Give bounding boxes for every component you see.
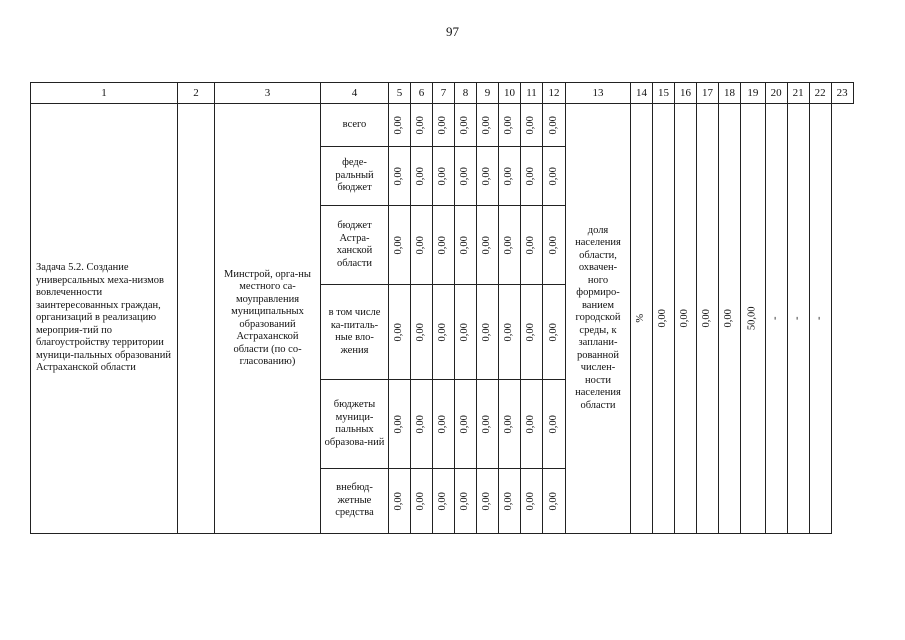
funding-value-text: 0,00 — [459, 491, 471, 511]
funding-value-text: 0,00 — [503, 235, 515, 255]
funding-value — [455, 147, 477, 206]
funding-value — [433, 380, 455, 469]
indicator-value — [697, 104, 719, 534]
funding-value-text: 0,00 — [481, 322, 493, 342]
indicator-value-text: 0,00 — [657, 309, 669, 328]
funding-value-text: 0,00 — [525, 166, 537, 186]
funding-value-text: 0,00 — [481, 414, 493, 434]
funding-value-text: 0,00 — [393, 322, 405, 342]
funding-value — [389, 380, 411, 469]
column-number: 6 — [411, 83, 433, 104]
column-number: 4 — [321, 83, 389, 104]
funding-value — [455, 206, 477, 285]
funding-value-text: 0,00 — [437, 322, 449, 342]
column-number: 13 — [566, 83, 631, 104]
funding-value-text: 0,00 — [547, 166, 559, 186]
column-number: 19 — [741, 83, 766, 104]
funding-value — [477, 104, 499, 147]
indicator-value-text: - — [813, 316, 825, 321]
indicator-value — [765, 104, 787, 534]
funding-value-text: 0,00 — [437, 166, 449, 186]
funding-value — [477, 206, 499, 285]
funding-value — [499, 285, 521, 380]
funding-value — [521, 469, 543, 534]
funding-value-text: 0,00 — [481, 235, 493, 255]
indicator-value-text: 50,00 — [746, 306, 758, 331]
funding-source-label: бюджеты муници-пальных образова-ний — [321, 380, 389, 469]
funding-value — [543, 104, 566, 147]
column-number: 18 — [719, 83, 741, 104]
funding-value-text: 0,00 — [437, 414, 449, 434]
funding-value-text: 0,00 — [525, 414, 537, 434]
funding-value — [499, 206, 521, 285]
task-cell: Задача 5.2. Создание универсальных меха-низмов вовлеченности заинтересованных граждан, организаций в реализацию мероприя-тий по благоустройству территории муници-пальных образований Астраханской области — [31, 104, 178, 534]
funding-value — [411, 147, 433, 206]
funding-value — [433, 206, 455, 285]
funding-value-text: 0,00 — [415, 322, 427, 342]
funding-value — [433, 147, 455, 206]
funding-value — [477, 469, 499, 534]
funding-value-text: 0,00 — [415, 414, 427, 434]
funding-value-text: 0,00 — [525, 491, 537, 511]
column-number: 11 — [521, 83, 543, 104]
funding-value-text: 0,00 — [393, 115, 405, 135]
funding-value-text: 0,00 — [437, 115, 449, 135]
column-number: 9 — [477, 83, 499, 104]
funding-value-text: 0,00 — [547, 115, 559, 135]
funding-value — [499, 104, 521, 147]
funding-value-text: 0,00 — [481, 491, 493, 511]
funding-value-text: 0,00 — [547, 491, 559, 511]
column-number: 23 — [831, 83, 853, 104]
funding-value-text: 0,00 — [525, 322, 537, 342]
unit-cell-text: % — [635, 314, 647, 323]
funding-value — [499, 469, 521, 534]
funding-value-text: 0,00 — [415, 235, 427, 255]
funding-value — [521, 285, 543, 380]
funding-value — [521, 147, 543, 206]
funding-value — [411, 469, 433, 534]
funding-value — [433, 469, 455, 534]
column-number: 21 — [787, 83, 809, 104]
funding-value-text: 0,00 — [459, 414, 471, 434]
column-number: 22 — [809, 83, 831, 104]
funding-value — [499, 380, 521, 469]
column-number-row — [31, 83, 854, 104]
funding-value — [411, 206, 433, 285]
funding-value — [477, 380, 499, 469]
funding-value — [543, 469, 566, 534]
funding-value — [389, 285, 411, 380]
column-number: 10 — [499, 83, 521, 104]
funding-value-text: 0,00 — [459, 115, 471, 135]
funding-value-text: 0,00 — [503, 322, 515, 342]
funding-value-text: 0,00 — [393, 235, 405, 255]
funding-value-text: 0,00 — [503, 115, 515, 135]
funding-source-label: в том числе ка-питаль-ные вло-жения — [321, 285, 389, 380]
funding-value — [389, 147, 411, 206]
column-number: 7 — [433, 83, 455, 104]
funding-value-text: 0,00 — [503, 491, 515, 511]
indicator-cell: доля населения области, охвачен-ного формиро-ванием городской среды, к заплани-рованной числен-ности населения области — [566, 104, 631, 534]
funding-value — [411, 104, 433, 147]
funding-value — [433, 104, 455, 147]
funding-value — [411, 285, 433, 380]
funding-value — [499, 147, 521, 206]
funding-value — [455, 380, 477, 469]
funding-value-text: 0,00 — [415, 115, 427, 135]
funding-value — [521, 380, 543, 469]
funding-value — [389, 206, 411, 285]
funding-value — [389, 104, 411, 147]
column-number: 5 — [389, 83, 411, 104]
column-number: 2 — [178, 83, 215, 104]
funding-source-label: всего — [321, 104, 389, 147]
funding-value-text: 0,00 — [503, 166, 515, 186]
column-number: 16 — [675, 83, 697, 104]
column-number: 20 — [765, 83, 787, 104]
funding-value-text: 0,00 — [459, 322, 471, 342]
funding-value-text: 0,00 — [437, 491, 449, 511]
indicator-value-text: - — [791, 316, 803, 321]
indicator-value-text: - — [769, 316, 781, 321]
page-number: 97 — [446, 24, 459, 39]
column-number: 15 — [653, 83, 675, 104]
indicator-value — [787, 104, 809, 534]
funding-value — [411, 380, 433, 469]
column-number: 1 — [31, 83, 178, 104]
column-number: 8 — [455, 83, 477, 104]
funding-value-text: 0,00 — [393, 166, 405, 186]
funding-value-text: 0,00 — [415, 491, 427, 511]
funding-value — [521, 104, 543, 147]
col2-cell — [178, 104, 215, 534]
funding-value — [543, 147, 566, 206]
unit-cell — [631, 104, 653, 534]
funding-value-text: 0,00 — [459, 235, 471, 255]
indicator-value — [675, 104, 697, 534]
funding-value — [455, 285, 477, 380]
funding-value-text: 0,00 — [481, 115, 493, 135]
funding-value — [455, 104, 477, 147]
indicator-value — [809, 104, 831, 534]
funding-value-text: 0,00 — [459, 166, 471, 186]
funding-value-text: 0,00 — [481, 166, 493, 186]
funding-value-text: 0,00 — [393, 414, 405, 434]
responsible-cell: Минстрой, орга-ны местного са-моуправления муниципальных образований Астраханской области (по со-гласованию) — [215, 104, 321, 534]
column-number: 14 — [631, 83, 653, 104]
funding-value — [433, 285, 455, 380]
table-row — [31, 104, 854, 147]
funding-value — [543, 380, 566, 469]
column-number: 17 — [697, 83, 719, 104]
funding-value-text: 0,00 — [525, 115, 537, 135]
funding-value-text: 0,00 — [415, 166, 427, 186]
funding-value — [477, 147, 499, 206]
indicator-value-text: 0,00 — [723, 309, 735, 328]
funding-value — [543, 285, 566, 380]
indicator-value — [741, 104, 766, 534]
funding-value-text: 0,00 — [437, 235, 449, 255]
funding-source-label: феде-ральный бюджет — [321, 147, 389, 206]
funding-value-text: 0,00 — [393, 491, 405, 511]
column-number: 3 — [215, 83, 321, 104]
indicator-value — [719, 104, 741, 534]
indicator-value-text: 0,00 — [701, 309, 713, 328]
funding-value — [477, 285, 499, 380]
funding-value-text: 0,00 — [525, 235, 537, 255]
funding-value-text: 0,00 — [503, 414, 515, 434]
program-table — [30, 82, 854, 534]
indicator-value-text: 0,00 — [679, 309, 691, 328]
funding-value — [455, 469, 477, 534]
funding-value-text: 0,00 — [547, 235, 559, 255]
column-number: 12 — [543, 83, 566, 104]
funding-value — [389, 469, 411, 534]
funding-source-label: бюджет Астра-ханской области — [321, 206, 389, 285]
funding-value — [521, 206, 543, 285]
funding-value — [543, 206, 566, 285]
funding-value-text: 0,00 — [547, 322, 559, 342]
funding-value-text: 0,00 — [547, 414, 559, 434]
indicator-value — [653, 104, 675, 534]
funding-source-label: внебюд-жетные средства — [321, 469, 389, 534]
